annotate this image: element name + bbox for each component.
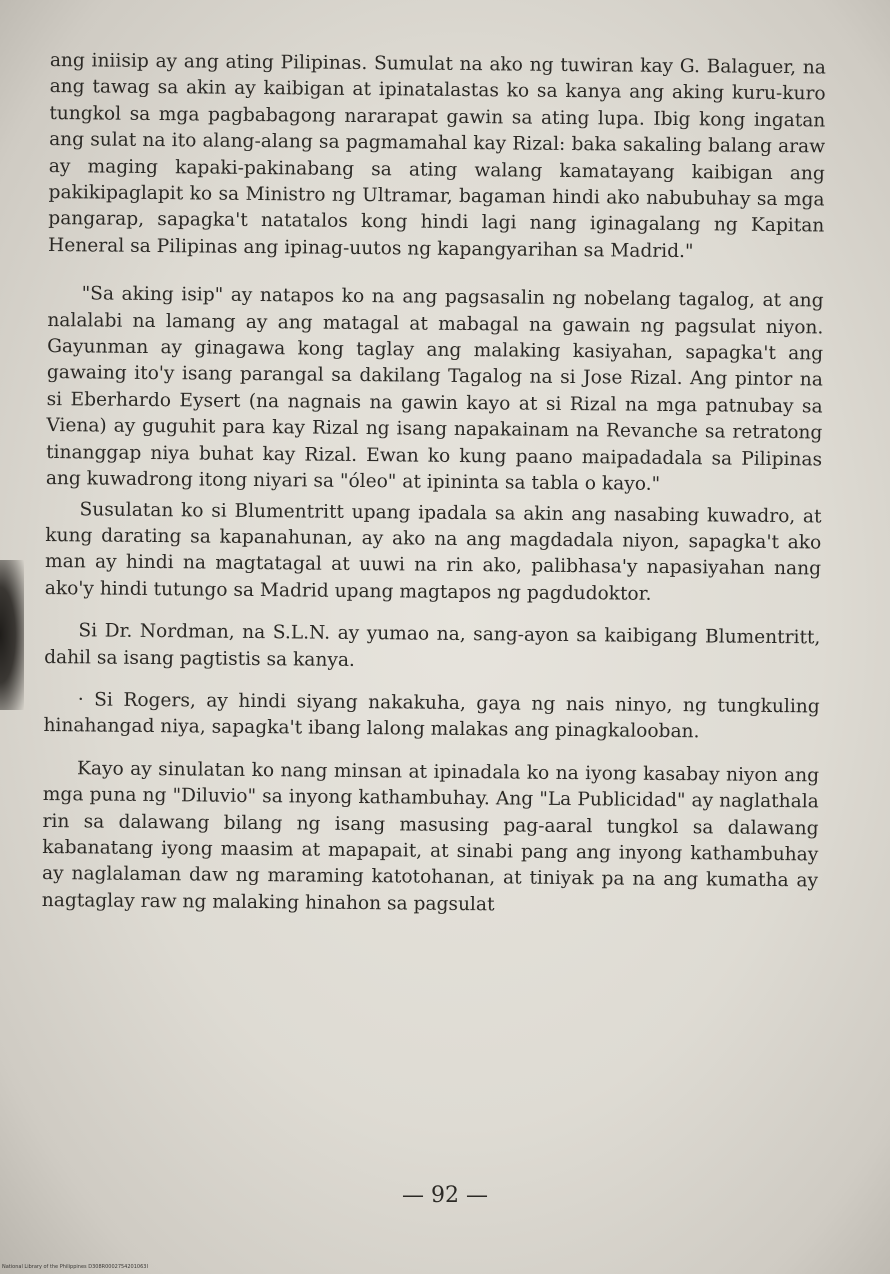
paragraph-3: Susulatan ko si Blumentritt upang ipadala sa akin ang nasabing kuwadro, at kung darating sa kapanahunan, ay ako na ang magdadala niyon, sapagka't ako man ay hindi na magtatagal at uuwi na rin ako, palibhasa'y napasiyahan nang ako'y hindi tutungo sa Madrid upang magtapos ng pagdudoktor. xyxy=(44,498,822,605)
paragraph-4: Si Dr. Nordman, na S.L.N. ay yumao na, sang-ayon sa kaibigang Blumentritt, dahil sa isang pagtistis sa kanya. xyxy=(44,620,821,671)
library-footer-stamp: National Library of the Philippines D308R0002754201063I xyxy=(2,1264,148,1270)
paragraph-1: ang iniisip ay ang ating Pilipinas. Sumulat na ako ng tuwiran kay G. Balaguer, na ang tawag sa akin ay kaibigan at ipinatalastas ko sa kanya ang aking kuru-kuro tungkol sa mga pagbabagong nararapat gawin sa ating lupa. Ibig kong ingatan ang sulat na ito alang-alang sa pagmamahal kay Rizal: baka sakaling balang araw ay maging kapaki-pakinabang sa ating walang kamatayang kaibigan ang pakikipaglapit ko sa Ministro ng Ultramar, bagaman hindi ako nabubuhay sa mga pangarap, sapagka't natatalos kong hindi lagi nang iginagalang ng Kapitan Heneral sa Pilipinas ang ipinag-uutos ng kapangyarihan sa Madrid." xyxy=(48,49,826,263)
paragraph-2: "Sa aking isip" ay natapos ko na ang pagsasalin ng nobelang tagalog, at ang nalalabi na lamang ay ang matagal at mabagal na gawain ng pagsulat niyon. Gayunman ay ginagawa kong taglay ang malaking kasiyahan, sapagka't ang gawaing ito'y isang parangal sa dakilang Tagalog na si Jose Rizal. Ang pintor na si Eberhardo Eysert (na nagnais na gawin kayo at si Rizal na mga patnubay sa Viena) ay guguhit para kay Rizal ng isang napakainam na Revanche sa retratong tinanggap niya buhat kay Rizal. Ewan ko kung paano maipadadala sa Pilipinas ang kuwadrong itong niyari sa "óleo" at ipininta sa tabla o kayo." xyxy=(45,283,824,495)
paragraph-6: Kayo ay sinulatan ko nang minsan at ipinadala ko na iyong kasabay niyon ang mga puna ng "Diluvio" sa inyong kathambuhay. Ang "La Publicidad" ay naglathala rin sa dalawang bilang ng isang masusing pag-aaral tungkol sa dalawang kabanatang iyong maasim at mapapait, at sinabi pang ang inyong kathambuhay ay naglalaman daw ng maraming katotohanan, at tiniyak pa na ang kumatha ay nagtaglay raw ng malaking hinahon sa pagsulat xyxy=(41,758,820,916)
page-edge-shadow xyxy=(0,560,24,710)
body-text xyxy=(42,48,826,922)
paragraph-5: · Si Rogers, ay hindi siyang nakakuha, gaya ng nais ninyo, ng tungkuling hinahangad niya, sapagka't ibang lalong malakas ang pinagkalooban. xyxy=(43,689,820,743)
page-number: — 92 — xyxy=(402,1183,488,1208)
